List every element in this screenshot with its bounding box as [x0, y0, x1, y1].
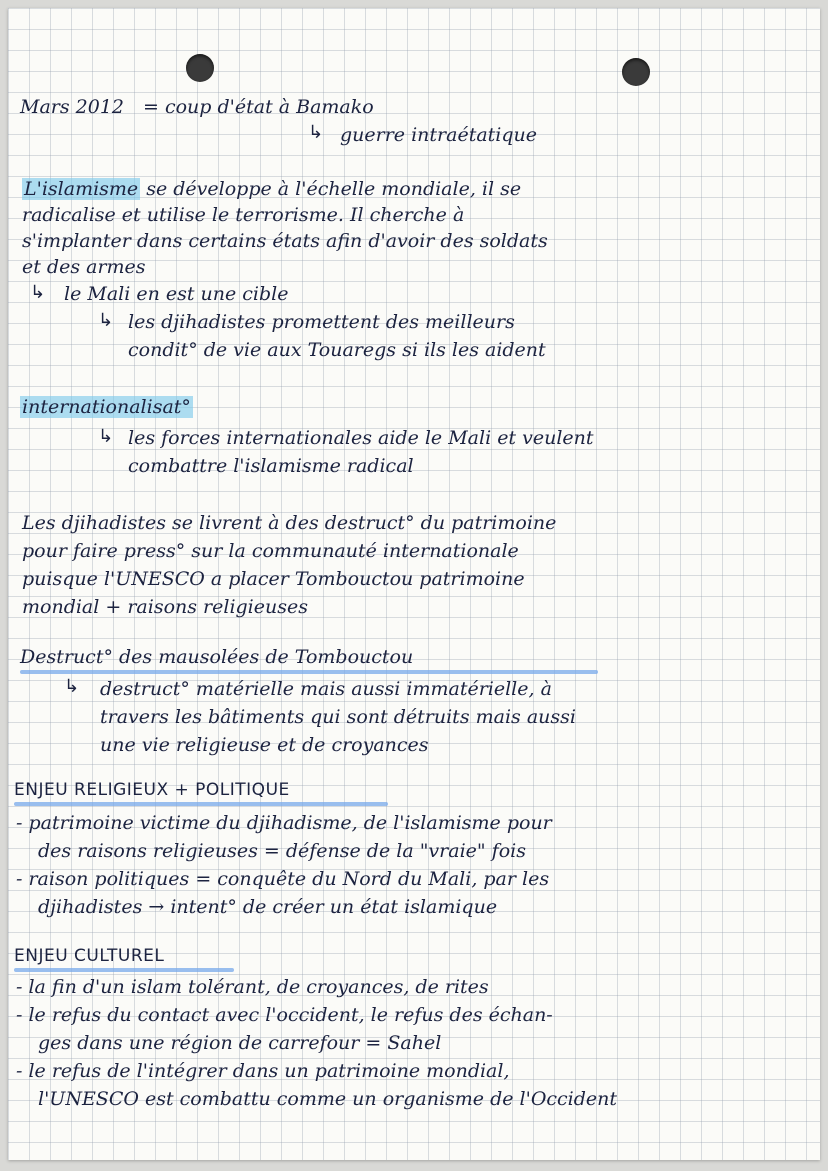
arrow-icon: ↳: [98, 426, 114, 447]
destruction-heading: Destruct° des mausolées de Tombouctou: [20, 646, 414, 668]
para1-line-4: et des armes: [22, 256, 146, 278]
cultural-line-2: - le refus du contact avec l'occident, le refus des échan-: [16, 1004, 553, 1026]
intl-line-2: combattre l'islamisme radical: [128, 455, 414, 477]
arrow-icon: ↳: [98, 310, 114, 331]
header-date: Mars 2012: [20, 96, 125, 118]
destruction-line-3: une vie religieuse et de croyances: [100, 734, 429, 756]
religious-underline: [14, 802, 388, 806]
destruction-underline: [20, 670, 598, 674]
para2-line-3: puisque l'UNESCO a placer Tombouctou patrimoine: [22, 568, 525, 590]
cultural-heading: ENJEU CULTUREL: [14, 946, 165, 966]
para1-sub2-line-2: condit° de vie aux Touaregs si ils les aident: [128, 339, 546, 361]
para1-line-1-text: se développe à l'échelle mondiale, il se: [146, 178, 522, 200]
para1-sub2-line-1: les djihadistes promettent des meilleurs: [128, 311, 515, 333]
header-consequence: guerre intraétatique: [340, 124, 538, 146]
religious-line-1: - patrimoine victime du djihadisme, de l'islamisme pour: [16, 812, 552, 834]
intl-line-1: les forces internationales aide le Mali et veulent: [128, 427, 594, 449]
notebook-page: [8, 8, 820, 1160]
cultural-line-4: - le refus de l'intégrer dans un patrimoine mondial,: [16, 1060, 510, 1082]
punch-hole-left: [186, 54, 214, 82]
intl-heading: [20, 398, 193, 417]
punch-hole-right: [622, 58, 650, 86]
destruction-line-1: destruct° matérielle mais aussi immatérielle, à: [100, 678, 552, 700]
cultural-underline: [14, 968, 234, 972]
para1-sub1: le Mali en est une cible: [64, 283, 289, 305]
para1-line-1: [22, 180, 521, 199]
religious-line-4: djihadistes → intent° de créer un état islamique: [38, 896, 498, 918]
para1-line-3: s'implanter dans certains états afin d'avoir des soldats: [22, 230, 548, 252]
header-event: = coup d'état à Bamako: [143, 96, 374, 118]
religious-line-2: des raisons religieuses = défense de la "vraie" fois: [38, 840, 526, 862]
para2-line-2: pour faire press° sur la communauté internationale: [22, 540, 519, 562]
religious-heading: ENJEU RELIGIEUX + POLITIQUE: [14, 780, 290, 800]
arrow-icon: ↳: [308, 122, 324, 143]
arrow-icon: ↳: [64, 676, 80, 697]
cultural-line-3: ges dans une région de carrefour = Sahel: [38, 1032, 442, 1054]
religious-line-3: - raison politiques = conquête du Nord du Mali, par les: [16, 868, 550, 890]
highlight-islamisme: L'islamisme: [24, 178, 139, 200]
para1-line-2: radicalise et utilise le terrorisme. Il cherche à: [22, 204, 465, 226]
destruction-line-2: travers les bâtiments qui sont détruits mais aussi: [100, 706, 576, 728]
cultural-line-1: - la fin d'un islam tolérant, de croyances, de rites: [16, 976, 489, 998]
para2-line-4: mondial + raisons religieuses: [22, 596, 308, 618]
para2-line-1: Les djihadistes se livrent à des destruct° du patrimoine: [22, 512, 557, 534]
cultural-line-5: l'UNESCO est combattu comme un organisme de l'Occident: [38, 1088, 618, 1110]
arrow-icon: ↳: [30, 282, 46, 303]
intl-heading-text: internationalisat°: [22, 396, 191, 418]
